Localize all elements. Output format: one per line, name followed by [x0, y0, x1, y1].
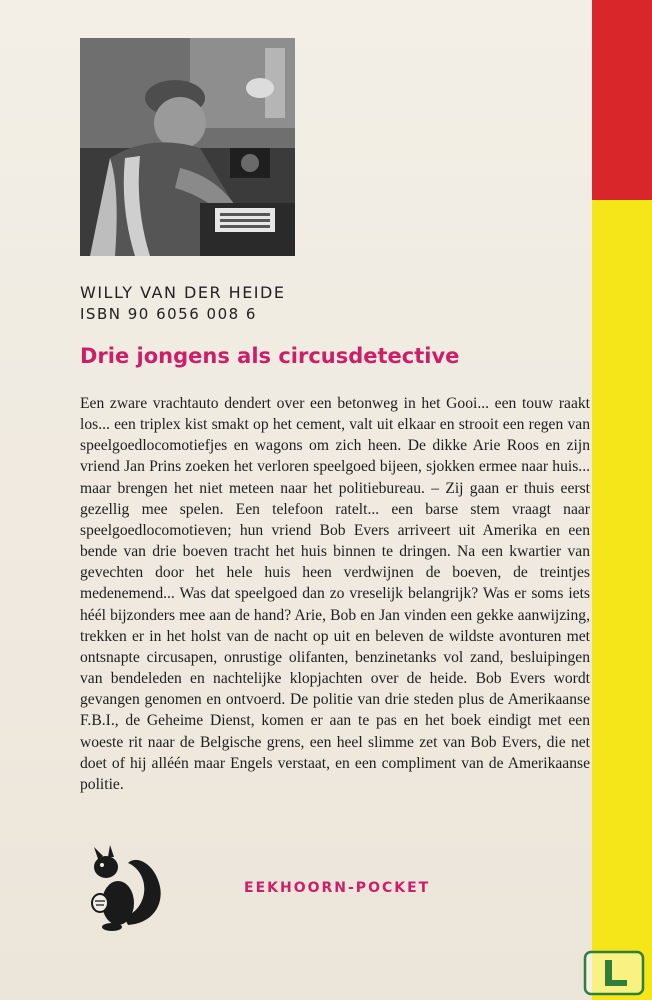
spine-yellow-stripe: [592, 200, 652, 1000]
l-watermark-icon: [583, 948, 647, 996]
squirrel-icon: [86, 845, 166, 933]
spine-red-stripe: [592, 0, 652, 200]
blurb-text: Een zware vrachtauto dendert over een betonweg in het Gooi... een touw raakt los... een triplex kist smakt op het cement, valt uit elkaar en strooit een regen van speelgoedlocomotiefjes en wagons om zich heen. De dikke Arie Roos en zijn vriend Jan Prins zoeken het verloren speelgoed bijeen, sjokken ermee naar huis... maar brengen het niet meteen naar het politiebureau. – Zij gaan er thuis eerst gezellig mee spelen. Een telefoon ratelt... een barse stem vraagt naar speelgoedlocomotieven; hun vriend Bob Evers arriveert uit Amerika en een bende van drie boeven tracht het huis binnen te dringen. Na een kwartier van gevechten door het hele huis heen verdwijnen de boeven, de treintjes medenemend... Was dat speelgoed dan zo vreselijk belangrijk? Was er soms iets héél bijzonders mee aan de hand? Arie, Bob en Jan vinden een gekke aanwijzing, trekken er in het holst van de nacht op uit en beleven de wildste avonturen met ontsnapte circusapen, onrustige olifanten, benzinetanks vol zand, besluipingen van bendeleden en nachtelijke klopjachten over de heide. Bob Evers wordt gevangen genomen en ontvoerd. De politie van drie steden plus de Amerikaanse F.B.I., de Geheime Dienst, komen er aan te pas en het boek eindigt met een woeste rit naar de Belgische grens, een heel slimme zet van Bob Evers, die net doet of hij alléén maar Engels verstaat, en een compliment van de Amerikaanse politie.: [80, 395, 590, 793]
isbn-number: ISBN 90 6056 008 6: [80, 305, 257, 323]
cover-photo: [80, 38, 295, 256]
book-title: Drie jongens als circusdetective: [80, 344, 460, 368]
series-name: EEKHOORN-POCKET: [244, 880, 431, 896]
author-name: WILLY VAN DER HEIDE: [80, 283, 286, 302]
